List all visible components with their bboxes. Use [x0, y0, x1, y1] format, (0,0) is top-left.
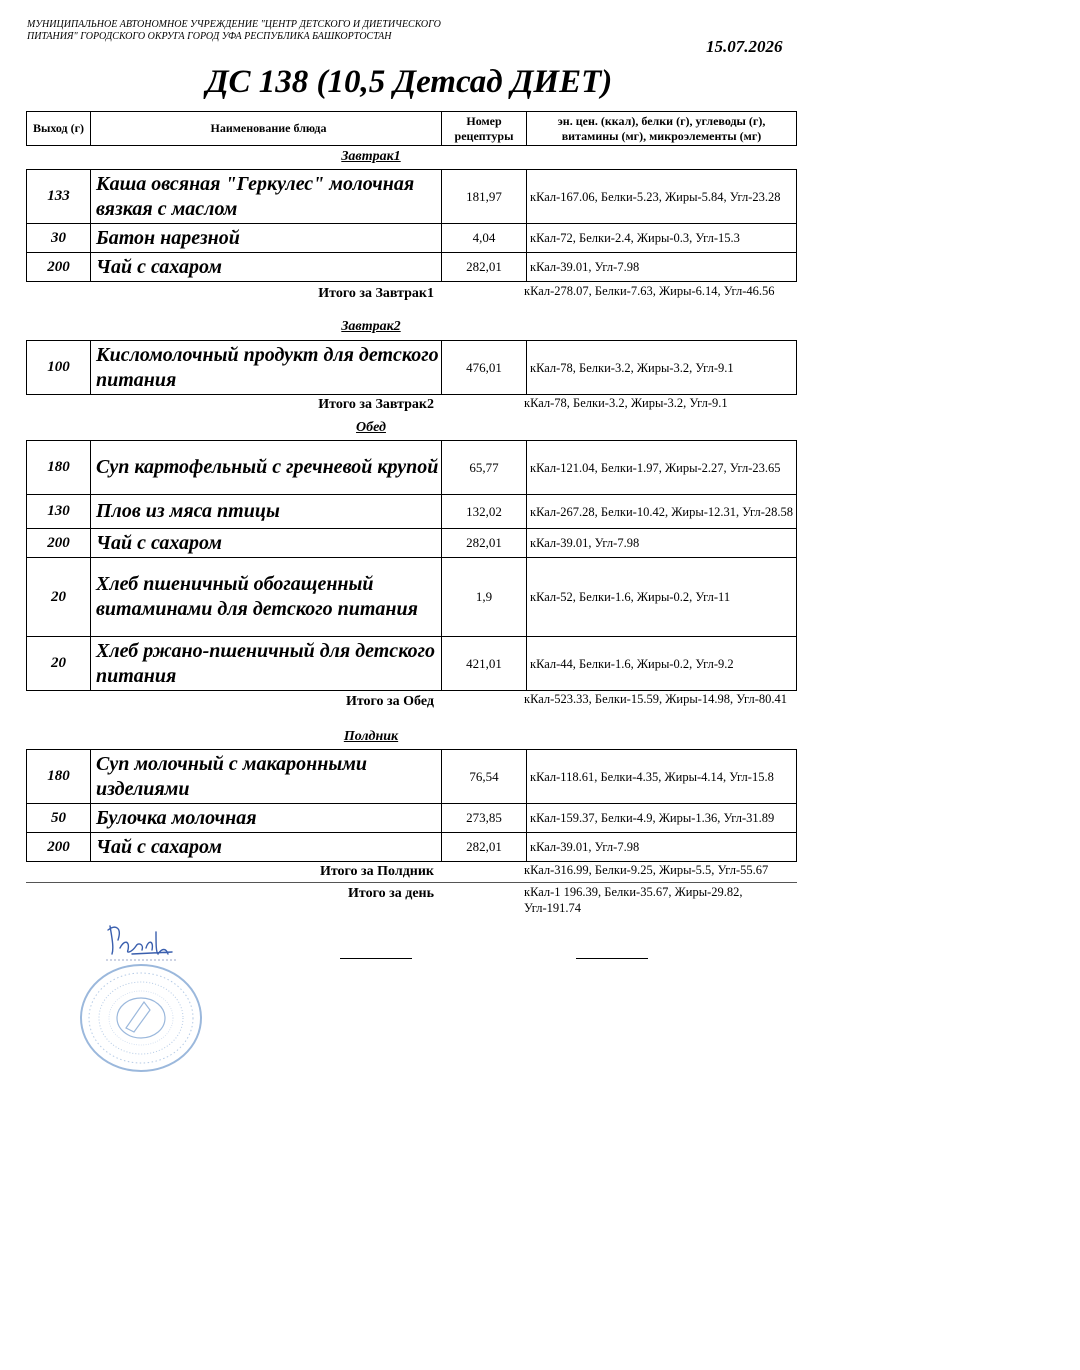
row-recipe: 476,01: [442, 341, 527, 395]
signature-icon: [102, 918, 192, 966]
table-row: [27, 253, 797, 282]
row-output: 20: [27, 558, 91, 637]
table-row: [27, 495, 797, 529]
row-recipe: 421,01: [442, 637, 527, 691]
row-dish-name: Чай с сахаром: [91, 833, 442, 862]
row-recipe: 65,77: [442, 441, 527, 495]
row-recipe: 4,04: [442, 224, 527, 253]
table-row: [27, 637, 797, 691]
table-row: [27, 224, 797, 253]
signature-line: [340, 958, 412, 959]
day-total-value: кКал-1 196.39, Белки-35.67, Жиры-29.82, Угл-191.74: [524, 885, 743, 915]
row-nutrition: кКал-72, Белки-2.4, Жиры-0.3, Угл-15.3: [527, 224, 797, 253]
section-table-breakfast2: [26, 340, 797, 395]
row-output: 180: [27, 441, 91, 495]
row-recipe: 273,85: [442, 804, 527, 833]
row-dish-name: Суп картофельный с гречневой крупой: [91, 441, 442, 495]
total-label-lunch: Итого за Обед: [345, 694, 434, 709]
total-label-breakfast1: Итого за Завтрак1: [318, 286, 434, 301]
section-title-breakfast1: Завтрак1: [341, 149, 401, 164]
row-output: 50: [27, 804, 91, 833]
row-dish-name: Каша овсяная "Геркулес" молочная вязкая с маслом: [91, 170, 442, 224]
table-row: [27, 833, 797, 862]
section-title-lunch: Обед: [356, 420, 386, 435]
row-recipe: 282,01: [442, 253, 527, 282]
row-output: 200: [27, 253, 91, 282]
row-output: 30: [27, 224, 91, 253]
row-recipe: 181,97: [442, 170, 527, 224]
row-nutrition: кКал-39.01, Угл-7.98: [527, 833, 797, 862]
document-date: 15.07.2026: [706, 37, 783, 56]
column-recipe: Номер рецептуры: [442, 112, 527, 146]
table-row: [27, 529, 797, 558]
row-nutrition: кКал-159.37, Белки-4.9, Жиры-1.36, Угл-31.89: [527, 804, 797, 833]
row-nutrition: кКал-118.61, Белки-4.35, Жиры-4.14, Угл-15.8: [527, 750, 797, 804]
total-label-snack: Итого за Полдник: [319, 864, 434, 879]
total-value-lunch: кКал-523.33, Белки-15.59, Жиры-14.98, Угл-80.41: [524, 692, 788, 706]
day-total-label: Итого за день: [348, 886, 434, 901]
row-dish-name: Плов из мяса птицы: [91, 495, 442, 529]
row-recipe: 282,01: [442, 529, 527, 558]
page-title: ДС 138 (10,5 Детсад ДИЕТ): [206, 64, 613, 100]
organization-name: МУНИЦИПАЛЬНОЕ АВТОНОМНОЕ УЧРЕЖДЕНИЕ "ЦЕНТР ДЕТСКОГО И ДИЕТИЧЕСКОГО ПИТАНИЯ" ГОРОДСКОГО ОКРУГА ГОРОД УФА РЕСПУБЛИКА БАШКОРТОСТАН: [27, 19, 441, 42]
row-dish-name: Чай с сахаром: [91, 529, 442, 558]
row-output: 180: [27, 750, 91, 804]
table-row: [27, 341, 797, 395]
total-value-breakfast2: кКал-78, Белки-3.2, Жиры-3.2, Угл-9.1: [524, 396, 728, 410]
section-title-breakfast2: Завтрак2: [341, 319, 401, 334]
table-row: [27, 170, 797, 224]
section-table-lunch: [26, 440, 797, 691]
row-nutrition: кКал-267.28, Белки-10.42, Жиры-12.31, Угл-28.58: [527, 495, 797, 529]
row-nutrition: кКал-44, Белки-1.6, Жиры-0.2, Угл-9.2: [527, 637, 797, 691]
table-row: [27, 558, 797, 637]
total-label-breakfast2: Итого за Завтрак2: [318, 397, 434, 412]
section-title-snack: Полдник: [343, 729, 399, 744]
row-dish-name: Хлеб ржано-пшеничный для детского питания: [91, 637, 442, 691]
column-nutrition: эн. цен. (ккал), белки (г), углеводы (г), витамины (мг), микроэлементы (мг): [527, 112, 797, 146]
row-output: 200: [27, 529, 91, 558]
row-output: 100: [27, 341, 91, 395]
row-recipe: 76,54: [442, 750, 527, 804]
total-value-breakfast1: кКал-278.07, Белки-7.63, Жиры-6.14, Угл-46.56: [524, 284, 775, 298]
row-dish-name: Кисломолочный продукт для детского питания: [91, 341, 442, 395]
row-dish-name: Чай с сахаром: [91, 253, 442, 282]
row-dish-name: Булочка молочная: [91, 804, 442, 833]
row-output: 133: [27, 170, 91, 224]
column-output: Выход (г): [27, 112, 91, 146]
table-row: [27, 804, 797, 833]
row-nutrition: кКал-39.01, Угл-7.98: [527, 529, 797, 558]
row-nutrition: кКал-121.04, Белки-1.97, Жиры-2.27, Угл-23.65: [527, 441, 797, 495]
row-dish-name: Хлеб пшеничный обогащенный витаминами для детского питания: [91, 558, 442, 637]
stamp-icon: [78, 962, 204, 1074]
row-nutrition: кКал-39.01, Угл-7.98: [527, 253, 797, 282]
total-value-snack: кКал-316.99, Белки-9.25, Жиры-5.5, Угл-55.67: [524, 863, 769, 877]
table-row: [27, 750, 797, 804]
row-recipe: 282,01: [442, 833, 527, 862]
table-row: [27, 441, 797, 495]
row-recipe: 132,02: [442, 495, 527, 529]
row-nutrition: кКал-78, Белки-3.2, Жиры-3.2, Угл-9.1: [527, 341, 797, 395]
row-nutrition: кКал-167.06, Белки-5.23, Жиры-5.84, Угл-23.28: [527, 170, 797, 224]
row-output: 20: [27, 637, 91, 691]
row-nutrition: кКал-52, Белки-1.6, Жиры-0.2, Угл-11: [527, 558, 797, 637]
column-name: Наименование блюда: [91, 112, 442, 146]
menu-table-header: [26, 111, 797, 146]
row-recipe: 1,9: [442, 558, 527, 637]
divider: [26, 882, 797, 883]
row-dish-name: Батон нарезной: [91, 224, 442, 253]
section-table-breakfast1: [26, 169, 797, 282]
row-dish-name: Суп молочный с макаронными изделиями: [91, 750, 442, 804]
signature-line: [576, 958, 648, 959]
row-output: 200: [27, 833, 91, 862]
row-output: 130: [27, 495, 91, 529]
section-table-snack: [26, 749, 797, 862]
